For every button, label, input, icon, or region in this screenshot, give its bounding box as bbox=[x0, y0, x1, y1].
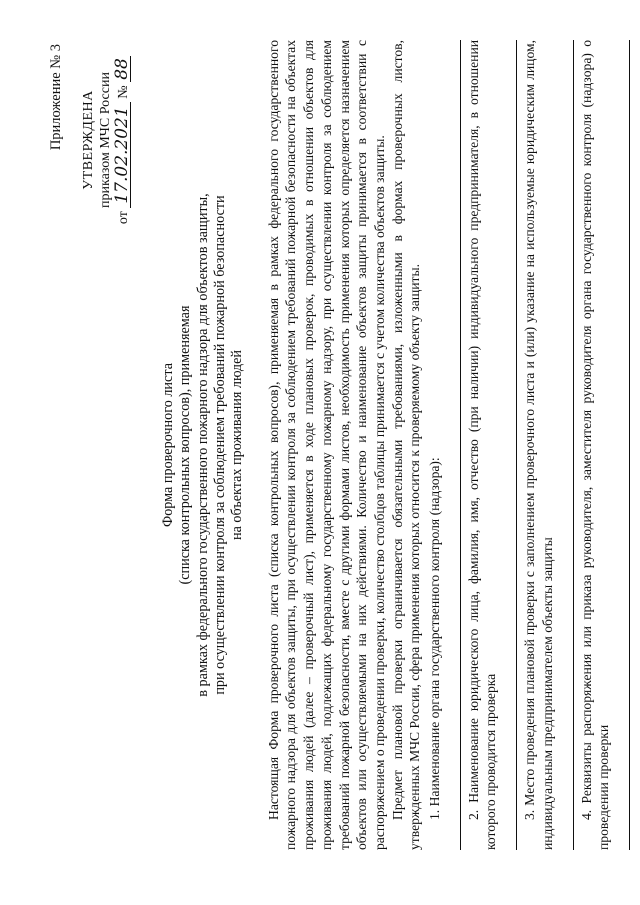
intro-paragraph: Настоящая Форма проверочного листа (списка контрольных вопросов), применяемая в рамках федерального государственного пожарного надзора для объектов защиты, при осуществлении контроля за соблюдением требований пожарной безопасности на объектах проживания людей (далее – проверочный лист), применяется в ходе плановых проверок, проводимых в отношении объектов для проживания людей, подлежащих федеральному государственному пожарному надзору, при осуществлении контроля за соблюдением требований пожарной безопасности, вместе с другими формами листов, необходимость применения которых определяется назначением объектов или осуществляемыми на них действиями. Количество и наименование объектов защиты принимается в соответствии с распоряжением о проведении проверки, количество столбцов таблицы принимается с учетом количества объектов защиты. bbox=[265, 40, 387, 850]
question-4: 4. Реквизиты распоряжения или приказа руководителя, заместителя руководителя органа государственного контроля (надзора) о проведении проверки bbox=[578, 40, 612, 850]
title-line: в рамках федерального государственного пожарного надзора для объектов защиты, bbox=[194, 193, 211, 697]
order-date-line bbox=[111, 40, 132, 240]
question-3-answer-line bbox=[559, 40, 574, 850]
title-line: при осуществлении контроля за соблюдением требований пожарной безопасности bbox=[211, 195, 228, 695]
order-date: 17.02.2021 bbox=[114, 102, 131, 207]
order-label: приказом МЧС России bbox=[97, 72, 113, 208]
question-4-answer-line bbox=[615, 40, 630, 850]
question-3: 3. Место проведения плановой проверки с заполнением проверочного листа и (или) указание на используемые юридическим лицом, индивидуальным предпринимателем объекты защиты bbox=[522, 40, 555, 850]
question-1-answer-line bbox=[446, 40, 461, 850]
question-2-answer-line bbox=[502, 40, 517, 850]
form-title bbox=[160, 40, 247, 850]
title-line: на объектах проживания людей bbox=[229, 350, 246, 540]
question-1-text: 1. Наименование органа государственного контроля (надзора): bbox=[427, 457, 443, 820]
title-line: (списка контрольных вопросов), применяемая bbox=[177, 305, 194, 585]
approved-label: УТВЕРЖДЕНА bbox=[80, 90, 96, 190]
appendix-label: Приложение № 3 bbox=[48, 44, 64, 151]
order-number: 88 bbox=[114, 56, 131, 82]
question-2: 2. Наименование юридического лица, фамилия, имя, отчество (при наличии) индивидуального предпринимателя, в отношении которого проводится проверка bbox=[465, 40, 499, 850]
number-prefix: № bbox=[115, 85, 131, 99]
title-line: Форма проверочного листа bbox=[159, 363, 176, 527]
scope-paragraph: Предмет плановой проверки ограничивается обязательными требованиями, изложенными в формах проверочных листов, утвержденных МЧС России, сфера применения которых относится к проверяемому объекту защиты. bbox=[389, 40, 423, 850]
question-1 bbox=[426, 40, 444, 850]
approval-block bbox=[80, 40, 132, 850]
from-prefix: от bbox=[115, 211, 131, 225]
